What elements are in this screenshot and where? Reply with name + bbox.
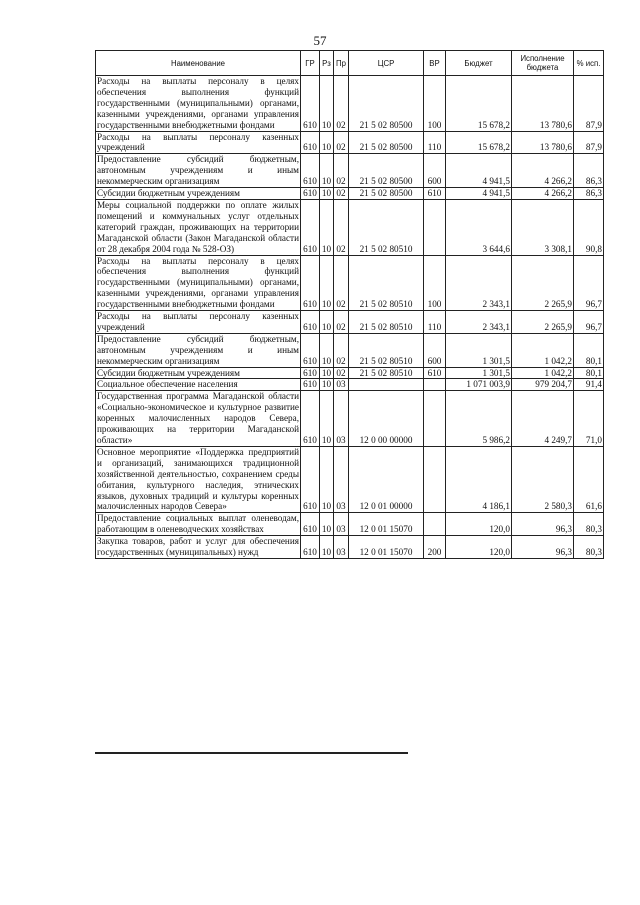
cell-csr: 12 0 01 00000	[349, 446, 424, 512]
cell-name: Расходы на выплаты персоналу в целях обеспечения выполнения функций государственными (муниципальными) органами, казенными учреждениями, органами управления государственными внебюджетными фондами	[97, 76, 299, 130]
cell-execution: 96,3	[512, 536, 574, 559]
cell-percent: 86,3	[574, 188, 604, 200]
cell-rz: 10	[320, 131, 334, 154]
cell-gr: 610	[301, 188, 320, 200]
cell-pr: 02	[334, 188, 349, 200]
budget-table	[95, 50, 604, 559]
cell-rz: 10	[320, 446, 334, 512]
cell-vr: 100	[424, 255, 446, 311]
cell-gr: 610	[301, 333, 320, 367]
cell-percent: 90,8	[574, 199, 604, 255]
cell-csr: 21 5 02 80500	[349, 154, 424, 188]
table-row	[96, 199, 604, 255]
table-row	[96, 513, 604, 536]
cell-budget: 1 301,5	[446, 333, 512, 367]
cell-name: Меры социальной поддержки по оплате жилых помещений и коммунальных услуг отдельных категорий граждан, проживающих на территории Магаданской области (Закон Магаданской области от 28 декабря 2004 года № 528-ОЗ)	[97, 199, 299, 254]
cell-pr: 02	[334, 199, 349, 255]
cell-percent: 80,1	[574, 333, 604, 367]
cell-execution: 2 265,9	[512, 255, 574, 311]
cell-vr: 200	[424, 536, 446, 559]
cell-percent: 80,3	[574, 536, 604, 559]
cell-budget: 120,0	[446, 536, 512, 559]
cell-execution: 13 780,6	[512, 76, 574, 132]
cell-pr: 03	[334, 379, 349, 391]
cell-csr: 21 5 02 80500	[349, 188, 424, 200]
cell-rz: 10	[320, 367, 334, 379]
table-row	[96, 311, 604, 334]
header-name: Наименование	[96, 51, 301, 76]
cell-rz: 10	[320, 76, 334, 132]
cell-budget: 120,0	[446, 513, 512, 536]
cell-pr: 02	[334, 131, 349, 154]
cell-rz: 10	[320, 513, 334, 536]
cell-pr: 03	[334, 391, 349, 447]
cell-pr: 02	[334, 333, 349, 367]
cell-csr: 21 5 02 80510	[349, 199, 424, 255]
cell-gr: 610	[301, 446, 320, 512]
cell-percent: 87,9	[574, 76, 604, 132]
header-percent: % исп.	[574, 51, 604, 76]
table-row	[96, 131, 604, 154]
cell-budget: 1 071 003,9	[446, 379, 512, 391]
cell-gr: 610	[301, 379, 320, 391]
cell-name: Основное мероприятие «Поддержка предприятий и организаций, занимающихся традиционной хозяйственной деятельностью, сохранением среды обитания, культурного наследия, этнических языков, духовных традиций и культуры коренных малочисленных народов Севера»	[97, 446, 299, 512]
page-number: 57	[313, 33, 327, 48]
cell-vr	[424, 446, 446, 512]
cell-execution: 2 580,3	[512, 446, 574, 512]
cell-execution: 4 249,7	[512, 391, 574, 447]
cell-vr: 110	[424, 311, 446, 334]
cell-budget: 15 678,2	[446, 131, 512, 154]
cell-pr: 02	[334, 154, 349, 188]
cell-name: Субсидии бюджетным учреждениям	[96, 367, 301, 379]
cell-vr: 600	[424, 154, 446, 188]
cell-execution: 3 308,1	[512, 199, 574, 255]
cell-execution: 4 266,2	[512, 188, 574, 200]
table-row	[96, 536, 604, 559]
cell-rz: 10	[320, 199, 334, 255]
cell-pr: 02	[334, 367, 349, 379]
cell-budget: 1 301,5	[446, 367, 512, 379]
cell-name: Расходы на выплаты персоналу казенных учреждений	[97, 131, 299, 153]
cell-pr: 02	[334, 255, 349, 311]
header-rz: Рз	[320, 51, 334, 76]
cell-csr: 21 5 02 80510	[349, 311, 424, 334]
cell-csr: 21 5 02 80510	[349, 255, 424, 311]
cell-pr: 03	[334, 536, 349, 559]
cell-budget: 15 678,2	[446, 76, 512, 132]
table-header-row	[96, 51, 604, 76]
cell-pr: 02	[334, 76, 349, 132]
cell-vr	[424, 379, 446, 391]
cell-gr: 610	[301, 311, 320, 334]
table-row	[96, 391, 604, 447]
cell-vr: 110	[424, 131, 446, 154]
cell-gr: 610	[301, 255, 320, 311]
cell-pr: 03	[334, 513, 349, 536]
cell-csr: 12 0 00 00000	[349, 391, 424, 447]
cell-budget: 2 343,1	[446, 255, 512, 311]
table-row	[96, 154, 604, 188]
table-row	[96, 188, 604, 200]
cell-rz: 10	[320, 391, 334, 447]
cell-execution: 96,3	[512, 513, 574, 536]
cell-percent: 96,7	[574, 255, 604, 311]
cell-budget: 4 186,1	[446, 446, 512, 512]
cell-percent: 80,3	[574, 513, 604, 536]
cell-vr	[424, 391, 446, 447]
cell-name: Социальное обеспечение населения	[96, 379, 301, 391]
cell-percent: 80,1	[574, 367, 604, 379]
cell-execution: 1 042,2	[512, 367, 574, 379]
cell-vr	[424, 199, 446, 255]
cell-percent: 71,0	[574, 391, 604, 447]
cell-rz: 10	[320, 379, 334, 391]
cell-csr: 21 5 02 80500	[349, 76, 424, 132]
cell-gr: 610	[301, 199, 320, 255]
cell-execution: 4 266,2	[512, 154, 574, 188]
cell-execution: 13 780,6	[512, 131, 574, 154]
cell-execution: 1 042,2	[512, 333, 574, 367]
cell-execution: 979 204,7	[512, 379, 574, 391]
cell-rz: 10	[320, 255, 334, 311]
cell-percent: 96,7	[574, 311, 604, 334]
header-execution: Исполнение бюджета	[512, 51, 574, 76]
cell-name: Предоставление субсидий бюджетным, автономным учреждениям и иным некоммерческим организациям	[97, 333, 299, 366]
table-row	[96, 333, 604, 367]
cell-csr: 21 5 02 80500	[349, 131, 424, 154]
cell-percent: 87,9	[574, 131, 604, 154]
cell-vr: 100	[424, 76, 446, 132]
cell-gr: 610	[301, 154, 320, 188]
cell-gr: 610	[301, 367, 320, 379]
cell-pr: 03	[334, 446, 349, 512]
cell-gr: 610	[301, 131, 320, 154]
cell-csr: 12 0 01 15070	[349, 536, 424, 559]
header-gr: ГР	[301, 51, 320, 76]
cell-percent: 91,4	[574, 379, 604, 391]
cell-vr: 610	[424, 188, 446, 200]
cell-budget: 4 941,5	[446, 154, 512, 188]
cell-execution: 2 265,9	[512, 311, 574, 334]
header-vr: ВР	[424, 51, 446, 76]
cell-name: Субсидии бюджетным учреждениям	[96, 188, 301, 200]
cell-percent: 61,6	[574, 446, 604, 512]
cell-rz: 10	[320, 333, 334, 367]
cell-gr: 610	[301, 391, 320, 447]
cell-rz: 10	[320, 154, 334, 188]
cell-name: Предоставление социальных выплат оленеводам, работающим в оленеводческих хозяйствах	[97, 513, 299, 535]
cell-csr: 12 0 01 15070	[349, 513, 424, 536]
cell-budget: 3 644,6	[446, 199, 512, 255]
cell-csr: 21 5 02 80510	[349, 367, 424, 379]
cell-name: Расходы на выплаты персоналу в целях обеспечения выполнения функций государственными (муниципальными) органами, казенными учреждениями, органами управления государственными внебюджетными фондами	[97, 255, 299, 310]
cell-gr: 610	[301, 513, 320, 536]
cell-name: Расходы на выплаты персоналу казенных учреждений	[97, 311, 299, 332]
footer-rule	[95, 752, 408, 754]
cell-vr: 600	[424, 333, 446, 367]
cell-gr: 610	[301, 536, 320, 559]
cell-csr	[349, 379, 424, 391]
table-row	[96, 76, 604, 132]
cell-rz: 10	[320, 536, 334, 559]
cell-budget: 5 986,2	[446, 391, 512, 447]
cell-gr: 610	[301, 76, 320, 132]
cell-budget: 4 941,5	[446, 188, 512, 200]
cell-percent: 86,3	[574, 154, 604, 188]
cell-name: Закупка товаров, работ и услуг для обеспечения государственных (муниципальных) нужд	[97, 536, 299, 558]
header-budget: Бюджет	[446, 51, 512, 76]
cell-vr: 610	[424, 367, 446, 379]
table-row	[96, 367, 604, 379]
table-row	[96, 255, 604, 311]
cell-budget: 2 343,1	[446, 311, 512, 334]
table-row	[96, 446, 604, 512]
cell-rz: 10	[320, 188, 334, 200]
cell-vr	[424, 513, 446, 536]
header-csr: ЦСР	[349, 51, 424, 76]
cell-pr: 02	[334, 311, 349, 334]
header-pr: Пр	[334, 51, 349, 76]
table-row	[96, 379, 604, 391]
cell-csr: 21 5 02 80510	[349, 333, 424, 367]
cell-rz: 10	[320, 311, 334, 334]
cell-name: Государственная программа Магаданской области «Социально-экономическое и культурное развитие коренных малочисленных народов Севера, проживающих на территории Магаданской области»	[97, 391, 299, 445]
cell-name: Предоставление субсидий бюджетным, автономным учреждениям и иным некоммерческим организациям	[97, 154, 299, 187]
